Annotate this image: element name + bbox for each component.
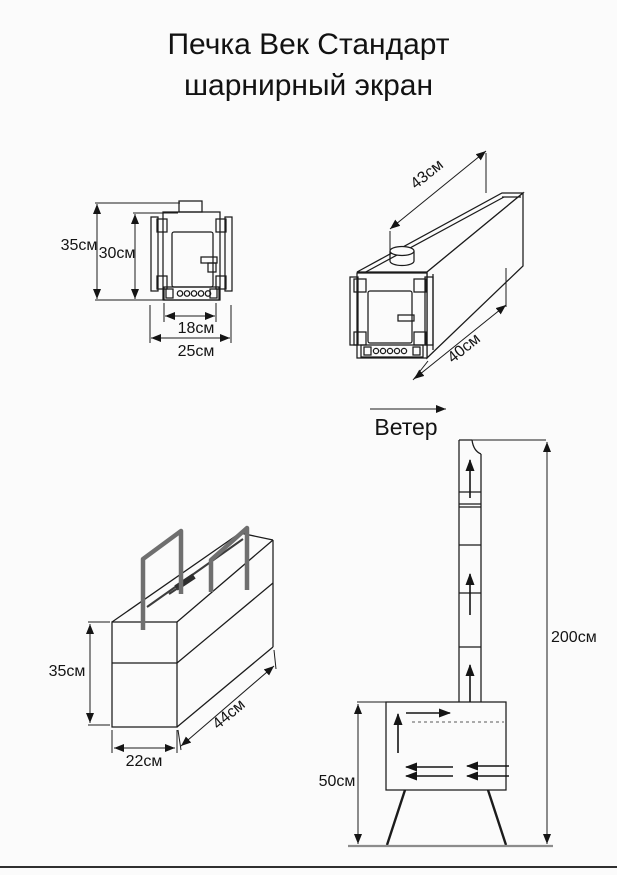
bag-zipper bbox=[147, 539, 243, 607]
front-total-height-label: 35см bbox=[60, 237, 98, 254]
bag-view bbox=[49, 528, 276, 770]
dim-front-body-height bbox=[99, 213, 178, 299]
bag-depth-label: 22см bbox=[125, 753, 163, 770]
front-body-height-label: 30см bbox=[98, 245, 136, 262]
dim-stove-height bbox=[319, 702, 386, 844]
total-height-label: 200см bbox=[551, 629, 597, 646]
wind-indicator bbox=[370, 409, 446, 440]
title-line-2: шарнирный экран bbox=[183, 69, 434, 102]
perspective-view bbox=[350, 151, 523, 380]
bag-top-left-edge bbox=[112, 533, 240, 622]
wind-label: Ветер bbox=[374, 414, 438, 440]
dim-total-height bbox=[547, 442, 597, 844]
title-line-1: Печка Век Стандарт bbox=[167, 28, 450, 61]
zipper-slider bbox=[176, 576, 194, 588]
front-total-width-label: 25см bbox=[177, 343, 215, 360]
chimney-top-cut bbox=[472, 440, 481, 454]
stove-leg-right bbox=[488, 790, 506, 845]
stove-leg-left bbox=[387, 790, 405, 845]
bag-handle-far bbox=[211, 528, 247, 592]
bag-length-label: 44см bbox=[209, 696, 249, 733]
bag-height-label: 35см bbox=[48, 663, 86, 680]
front-view bbox=[61, 201, 232, 360]
bag-side-seam bbox=[177, 583, 273, 663]
dim-front-inner-width bbox=[164, 303, 216, 337]
dim-bag-length bbox=[178, 650, 276, 750]
box-side-length-label: 40см bbox=[444, 330, 484, 367]
stove-height-label: 50см bbox=[318, 773, 356, 790]
chimney-stub bbox=[179, 201, 202, 212]
bag-front-face bbox=[112, 622, 177, 727]
ash-grate bbox=[164, 287, 219, 300]
stove-door bbox=[172, 232, 213, 287]
dim-bag-height bbox=[49, 622, 110, 725]
box-top-length-label: 43см bbox=[407, 156, 447, 193]
front-inner-width-label: 18см bbox=[177, 320, 215, 337]
door-latch bbox=[208, 263, 216, 272]
photo-bottom-border bbox=[0, 866, 617, 868]
screen-hinges bbox=[157, 219, 226, 289]
side-view bbox=[319, 440, 597, 846]
dim-bag-depth bbox=[112, 730, 177, 770]
door-handle bbox=[201, 257, 217, 263]
body-flow-arrows bbox=[398, 713, 509, 776]
bag-handle-near bbox=[143, 531, 181, 630]
